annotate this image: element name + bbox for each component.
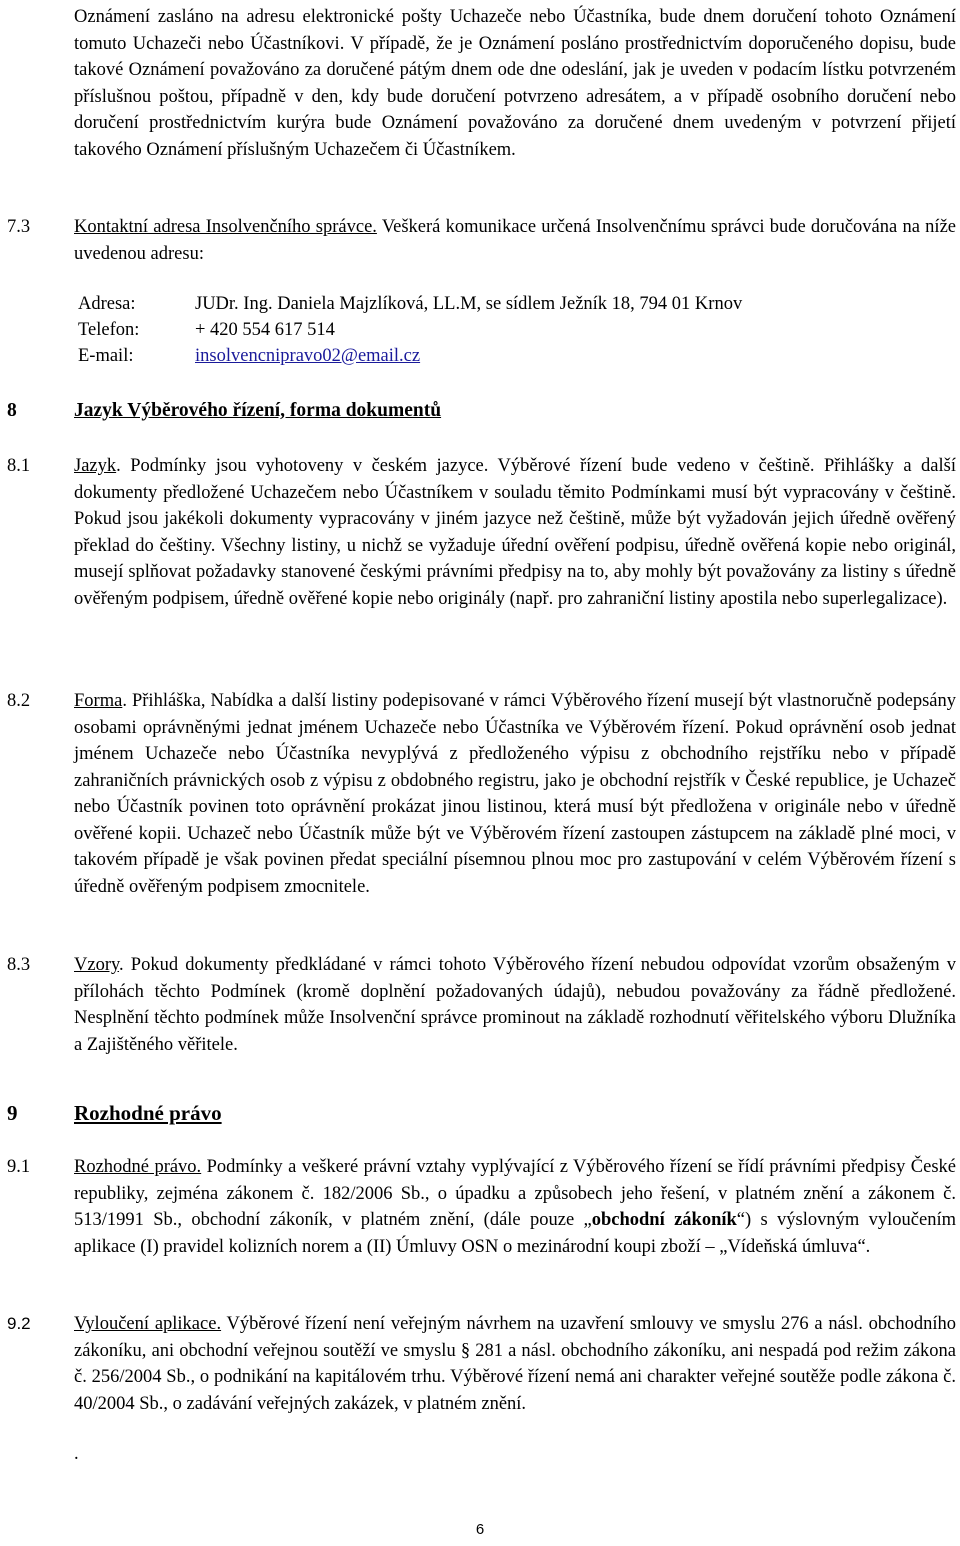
section-text	[74, 1154, 956, 1260]
heading-title: Rozhodné právo	[74, 1101, 222, 1125]
section-number: 9.1	[7, 1157, 31, 1177]
page-number: 6	[475, 1521, 485, 1538]
address-row	[78, 291, 742, 317]
section-title: Vzory	[74, 955, 120, 975]
email-label: E-mail:	[78, 346, 134, 366]
section-text	[74, 453, 956, 612]
section-title: Rozhodné právo.	[74, 1157, 202, 1177]
section-number: 9.2	[7, 1314, 31, 1333]
section-text	[74, 1311, 956, 1417]
section-body: . Přihláška, Nabídka a další listiny podepisované v rámci Výběrového řízení musejí být vlastnoručně podepsány osobami oprávněnými jednat jménem Uchazeče nebo Účastníka ve Výběrovém řízení. Pokud oprávnění osob jednat jménem Uchazeče nebo Účastníka nevyplývá z předloženého výpisu z obchodního rejstříku nebo v případě zahraničních právnických osob z výpisu z obdobného registru, jako je obchodní rejstřík v České republice, je Uchazeč nebo Účastník povinen toto oprávnění prokázat jinou listinou, která musí být předložena v originále nebo v úředně ověřené kopii. Uchazeč nebo Účastník může být ve Výběrovém řízení zastoupen zástupcem na základě plné moci, v takovém případě je však povinen předat speciální písemnou plnou moc pro zastupování v celém Výběrovém řízení s úředně ověřeným podpisem zmocnitele.	[74, 691, 956, 897]
phone-row	[78, 317, 335, 343]
address-value: JUDr. Ing. Daniela Majzlíková, LL.M, se sídlem Ježník 18, 794 01 Krnov	[195, 294, 743, 314]
section-title: Kontaktní adresa Insolvenčního správce.	[74, 217, 377, 237]
email-row	[78, 343, 420, 369]
section-body: Výběrové řízení není veřejným návrhem na uzavření smlouvy ve smyslu 276 a násl. obchodního zákoníku, ani obchodní veřejnou soutěží ve smyslu § 281 a násl. obchodního zákoníku, ani nespadá pod režim zákona č. 256/2004 Sb., o podnikání na kapitálovém trhu. Výběrové řízení nemá ani charakter veřejné soutěže podle zákona č. 40/2004 Sb., o zadávání veřejných zakázek, v platném znění.	[74, 1314, 956, 1414]
section-title: Vyloučení aplikace.	[74, 1314, 222, 1334]
section-number: 8.2	[7, 691, 31, 711]
section-text	[74, 952, 956, 1058]
address-label: Adresa:	[78, 294, 136, 314]
section-number: 8.3	[7, 955, 31, 975]
section-body: Veškerá komunikace určená Insolvenčnímu správci bude doručována na níže uvedenou adresu:	[74, 217, 956, 264]
section-title: Jazyk	[74, 456, 117, 476]
section-text	[74, 688, 956, 900]
intro-text: Oznámení zasláno na adresu elektronické pošty Uchazeče nebo Účastníka, bude dnem doručení tohoto Oznámení tomuto Uchazeči nebo Účastníkovi. V případě, že je Oznámení posláno prostřednictvím doporučeného dopisu, bude takové Oznámení považováno za doručené pátým dnem ode dne odeslání, jak je uveden v podacím lístku potvrzeném příslušnou poštou, případně v den, kdy bude doručení potvrzeno adresátem, a v případě osobního doručení nebo doručení prostřednictvím kurýra bude Oznámení považováno za doručené dnem uvedeným v potvrzení přijetí takového Oznámení příslušným Uchazečem či Účastníkem.	[74, 7, 956, 160]
section-number: 8.1	[7, 456, 31, 476]
heading-number: 9	[7, 1101, 18, 1125]
section-text	[74, 214, 956, 267]
trailing-dot: .	[74, 1444, 79, 1464]
section-number: 7.3	[7, 217, 31, 237]
heading-number: 8	[7, 400, 17, 421]
section-body-b: “) s výslovným vyloučením aplikace (I) pravidel kolizních norem a (II) Úmluvy OSN o mezinárodní koupi zboží – „Vídeňská úmluva“.	[74, 1210, 956, 1257]
phone-label: Telefon:	[78, 320, 140, 340]
section-body: . Pokud dokumenty předkládané v rámci tohoto Výběrového řízení nebudou odpovídat vzorům obsaženým v přílohách těchto Podmínek (kromě doplnění požadovaných údajů), nebudou považovány za řádně předložené. Nesplnění těchto podmínek může Insolvenční správce prominout na základě rozhodnutí věřitelského výboru Dlužníka a Zajištěného věřitele.	[74, 955, 956, 1055]
section-body: . Podmínky jsou vyhotoveny v českém jazyce. Výběrové řízení bude vedeno v češtině. Přihlášky a další dokumenty předložené Uchazečem nebo Účastníkem v souladu těmito Podmínkami musí být vypracovány v češtině. Pokud jsou jakékoli dokumenty vypracovány v jiném jazyce než češtině, může být vyžadován jejich úředně ověřený překlad do češtiny. Všechny listiny, u nichž se vyžaduje úřední ověření podpisu, úředně ověřená kopie nebo originál, musejí splňovat požadavky stanovené českými právními předpisy na to, aby mohly být považovány za listiny s úředně ověřeným podpisem, úředně ověřené kopie nebo originály (např. pro zahraniční listiny apostila nebo superlegalizace).	[74, 456, 956, 609]
defined-term: obchodní zákoník	[591, 1210, 737, 1230]
section-title: Forma	[74, 691, 123, 711]
section-body-a: Podmínky a veškeré právní vztahy vyplývající z Výběrového řízení se řídí právními předpisy České republiky, zejména zákonem č. 182/2006 Sb., o úpadku a způsobech jeho řešení, v platném znění a zákonem č. 513/1991 Sb., obchodní zákoník, v platném znění, (dále pouze „	[74, 1157, 956, 1230]
email-link[interactable]: insolvencnipravo02@email.cz	[195, 346, 421, 366]
heading-title: Jazyk Výběrového řízení, forma dokumentů	[74, 400, 442, 421]
phone-value: + 420 554 617 514	[195, 320, 335, 340]
